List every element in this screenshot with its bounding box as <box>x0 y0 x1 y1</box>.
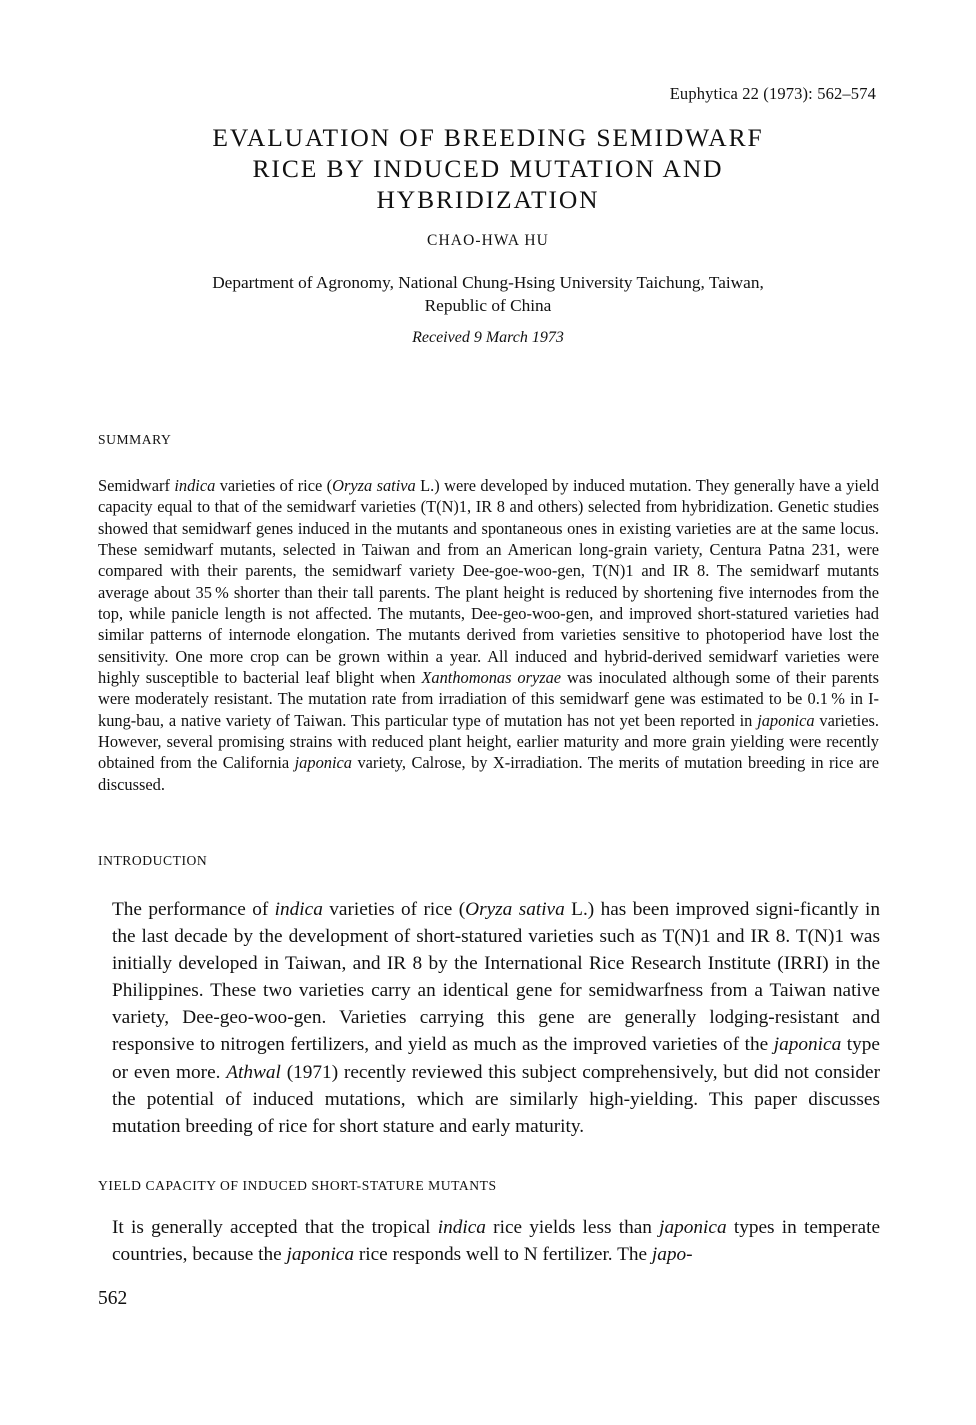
introduction-paragraph: The performance of indica varieties of rice (Oryza sativa L.) has been improved signi-ficantly in the last decade by the development of short-statured varieties such as T(N)1 and IR 8. T(N)1 was initially developed in Taiwan, and IR 8 by the International Rice Research Institute (IRRI) in the Philippines. These two varieties carry an identical gene for semidwarfness from a Taiwan native variety, Dee-geo-woo-gen. Varieties carrying this gene are generally lodging-resistant and responsive to nitrogen fertilizers, and yield as much as the improved varieties of the japonica type or even more. Athwal (1971) recently reviewed this subject comprehensively, but did not consider the potential of induced mutations, which are similarly high-yielding. This paper discusses mutation breeding of rice for short stature and early maturity. <box>112 899 880 1137</box>
received-date: Received 9 March 1973 <box>412 329 564 346</box>
title-line-3: HYBRIDIZATION <box>376 185 600 214</box>
article-title <box>98 122 878 215</box>
author-affiliation <box>98 271 878 317</box>
author-name: CHAO-HWA HU <box>427 232 549 249</box>
yield-capacity-paragraph: It is generally accepted that the tropical indica rice yields less than japonica types in temperate countries, because the japonica rice responds well to N fertilizer. The japo- <box>112 1217 881 1266</box>
section-heading-yield-capacity: YIELD CAPACITY OF INDUCED SHORT-STATURE MUTANTS <box>98 1178 497 1193</box>
journal-running-head: Euphytica 22 (1973): 562–574 <box>669 84 876 103</box>
affiliation-line-1: Department of Agronomy, National Chung-Hsing University Taichung, Taiwan, <box>212 273 764 292</box>
title-line-1: EVALUATION OF BREEDING SEMIDWARF <box>212 123 764 152</box>
section-heading-introduction: INTRODUCTION <box>98 853 208 868</box>
summary-paragraph: Semidwarf indica varieties of rice (Oryza sativa L.) were developed by induced mutation. They generally have a yield capacity equal to that of the semidwarf varieties (T(N)1, IR 8 and others) selected from hybridization. Genetic studies showed that semidwarf genes induced in the mutants and spontaneous ones in existing varieties are at the same locus. These semidwarf mutants, selected in Taiwan and from an American long-grain variety, Centura Patna 231, were compared with their parents, the semidwarf variety Dee-goe-woo-gen, T(N)1 and IR 8. The semidwarf mutants average about 35 % shorter than their tall parents. The plant height is reduced by shortening five internodes from the top, while panicle length is not affected. The mutants, Dee-geo-woo-gen, and improved short-statured varieties had similar patterns of internode elongation. The mutants derived from varieties sensitive to photoperiod have lost the sensitivity. One more crop can be grown within a year. All induced and hybrid-derived semidwarf varieties were highly susceptible to bacterial leaf blight when Xanthomonas oryzae was inoculated although some of their parents were moderately resistant. The mutation rate from irradiation of this semidwarf gene was estimated to be 0.1 % in I-kung-bau, a native variety of Taiwan. This particular type of mutation has not yet been reported in japonica varieties. However, several promising strains with reduced plant height, earlier maturity and more grain yielding were recently obtained from the California japonica variety, Calrose, by X-irradiation. The merits of mutation breeding in rice are discussed. <box>98 476 880 794</box>
title-line-2: RICE BY INDUCED MUTATION AND <box>252 154 724 183</box>
affiliation-line-2: Republic of China <box>424 296 552 315</box>
page-number: 562 <box>98 1288 128 1309</box>
section-heading-summary: SUMMARY <box>98 432 172 447</box>
